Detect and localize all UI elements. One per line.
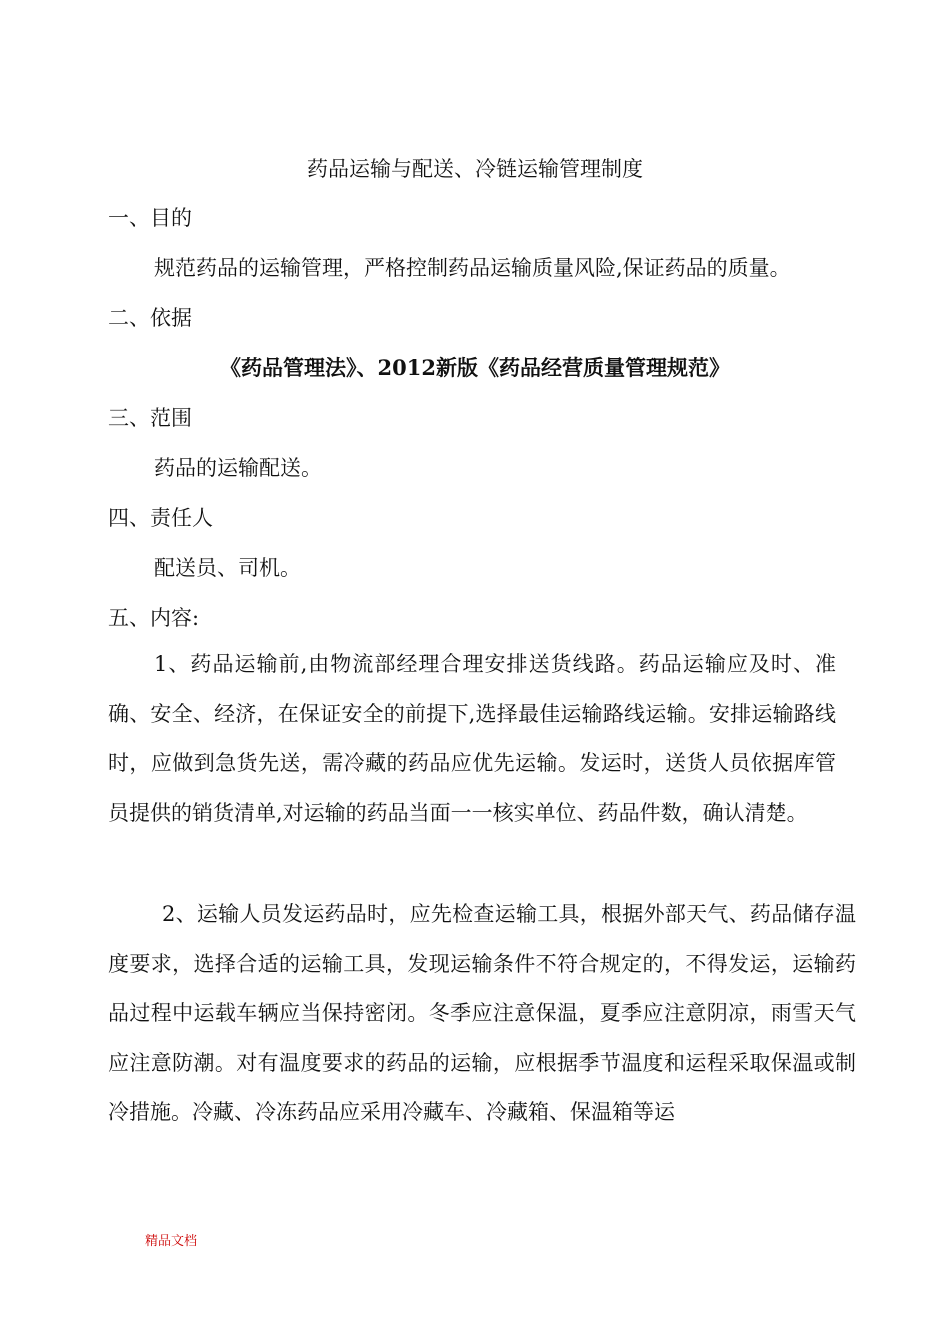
section-text-purpose: 规范药品的运输管理，严格控制药品运输质量风险,保证药品的质量。 — [154, 256, 791, 280]
document-title: 药品运输与配送、冷链运输管理制度 — [307, 157, 643, 181]
section-text-basis: 《药品管理法》、2012新版《药品经营质量管理规范》 — [220, 355, 730, 380]
section-heading-basis: 二、依据 — [108, 306, 192, 330]
section-text-scope: 药品的运输配送。 — [154, 456, 322, 480]
section-heading-scope: 三、范围 — [108, 406, 192, 430]
content-paragraph-2: 2、运输人员发运药品时，应先检查运输工具，根据外部天气、药品储存温度要求，选择合适的运输工具，发现运输条件不符合规定的，不得发运，运输药品过程中运载车辆应当保持密闭。冬季应注意保温，夏季应注意阴凉，雨雪天气应注意防潮。对有温度要求的药品的运输，应根据季节温度和运程采取保温或制冷措施。冷藏、冷冻药品应采用冷藏车、冷藏箱、保温箱等运 — [108, 902, 856, 1125]
section-heading-purpose: 一、目的 — [108, 206, 192, 230]
footer-watermark: 精品文档 — [145, 1234, 198, 1249]
section-heading-content: 五、内容: — [108, 606, 200, 630]
content-paragraph-1: 1、药品运输前,由物流部经理合理安排送货线路。药品运输应及时、准确、安全、经济，在保证安全的前提下,选择最佳运输路线运输。安排运输路线时，应做到急货先送，需冷藏的药品应优先运输。发运时，送货人员依据库管员提供的销货清单,对运输的药品当面一一核实单位、药品件数，确认清楚。 — [108, 652, 836, 825]
section-heading-responsible: 四、责任人 — [108, 506, 213, 530]
section-text-responsible: 配送员、司机。 — [154, 556, 301, 580]
